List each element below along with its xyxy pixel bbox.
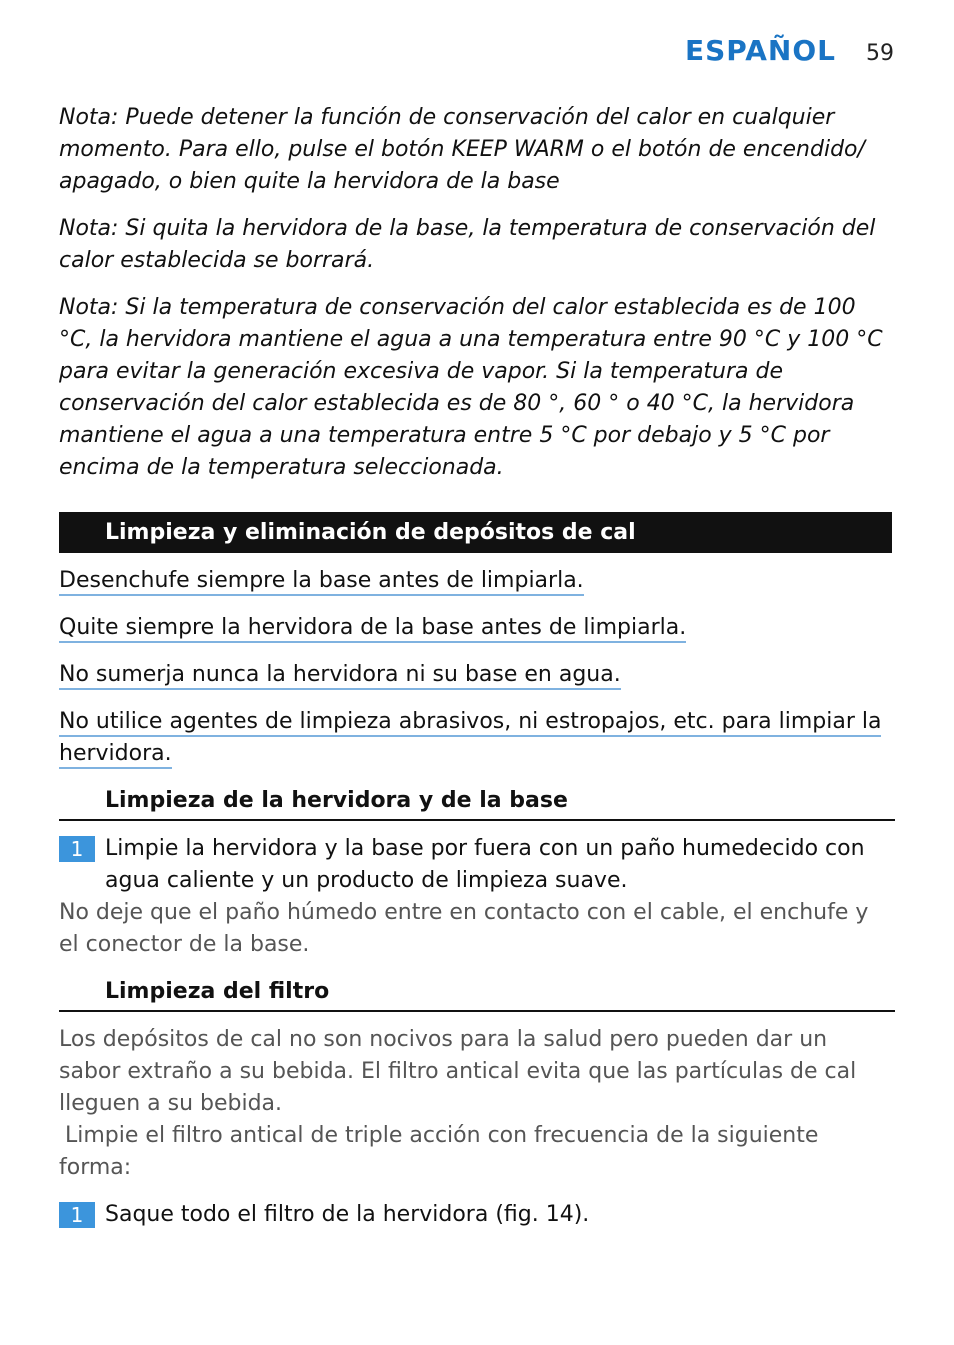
warning-unplug: Desenchufe siempre la base antes de limpiarla.: [59, 565, 895, 597]
note-remove-kettle: Nota: Si quita la hervidora de la base, la temperatura de conservación del calor establecida se borrará.: [59, 216, 876, 273]
step-text: Saque todo el filtro de la hervidora (fig. 14).: [105, 1202, 590, 1227]
cloth-caution-text: No deje que el paño húmedo entre en contacto con el cable, el enchufe y el conector de la base.: [59, 900, 869, 957]
section-title-cleaning: Limpieza y eliminación de depósitos de cal: [59, 512, 892, 553]
step-remove-filter: [59, 1199, 895, 1231]
page-number: 59: [866, 41, 894, 66]
warning-no-abrasive: No utilice agentes de limpieza abrasivos, ni estropajos, etc. para limpiar la hervidora.: [59, 706, 895, 770]
step-number-badge: 1: [59, 836, 95, 862]
subsection-title-filter: Limpieza del filtro: [59, 976, 895, 1012]
subsection-title-kettle-base: Limpieza de la hervidora y de la base: [59, 785, 895, 821]
step-clean-exterior: [59, 833, 895, 897]
step-number-badge: 1: [59, 1202, 95, 1228]
step-text: Limpie la hervidora y la base por fuera con un paño humedecido con agua caliente y un producto de limpieza suave.: [105, 836, 865, 893]
warning-no-immerse: No sumerja nunca la hervidora ni su base en agua.: [59, 659, 895, 691]
language-label: ESPAÑOL: [685, 34, 836, 67]
page-content: [59, 102, 895, 1231]
page-header: [685, 34, 894, 67]
note-temperature-range: Nota: Si la temperatura de conservación del calor establecida es de 100 °C, la hervidora mantiene el agua a una temperatura entre 90 °C y 100 °C para evitar la generación excesiva de vapor. Si la temperatura de conservación del calor establecida es de 80 °, 60 ° o 40 °C, la hervidora mantiene el agua a una temperatura entre 5 °C por debajo y 5 °C por encima de la temperatura seleccionada.: [59, 295, 883, 480]
note-keep-warm-stop: Nota: Puede detener la función de conservación del calor en cualquier momento. Para ello, pulse el botón KEEP WARM o el botón de encendido/ apagado, o bien quite la hervidora de la base: [59, 105, 865, 194]
warning-remove-kettle: Quite siempre la hervidora de la base antes de limpiarla.: [59, 612, 895, 644]
filter-instruction-text: Limpie el filtro antical de triple acción con frecuencia de la siguiente forma:: [59, 1123, 819, 1180]
filter-intro-text: Los depósitos de cal no son nocivos para la salud pero pueden dar un sabor extraño a su bebida. El filtro antical evita que las partículas de cal lleguen a su bebida.: [59, 1027, 857, 1116]
